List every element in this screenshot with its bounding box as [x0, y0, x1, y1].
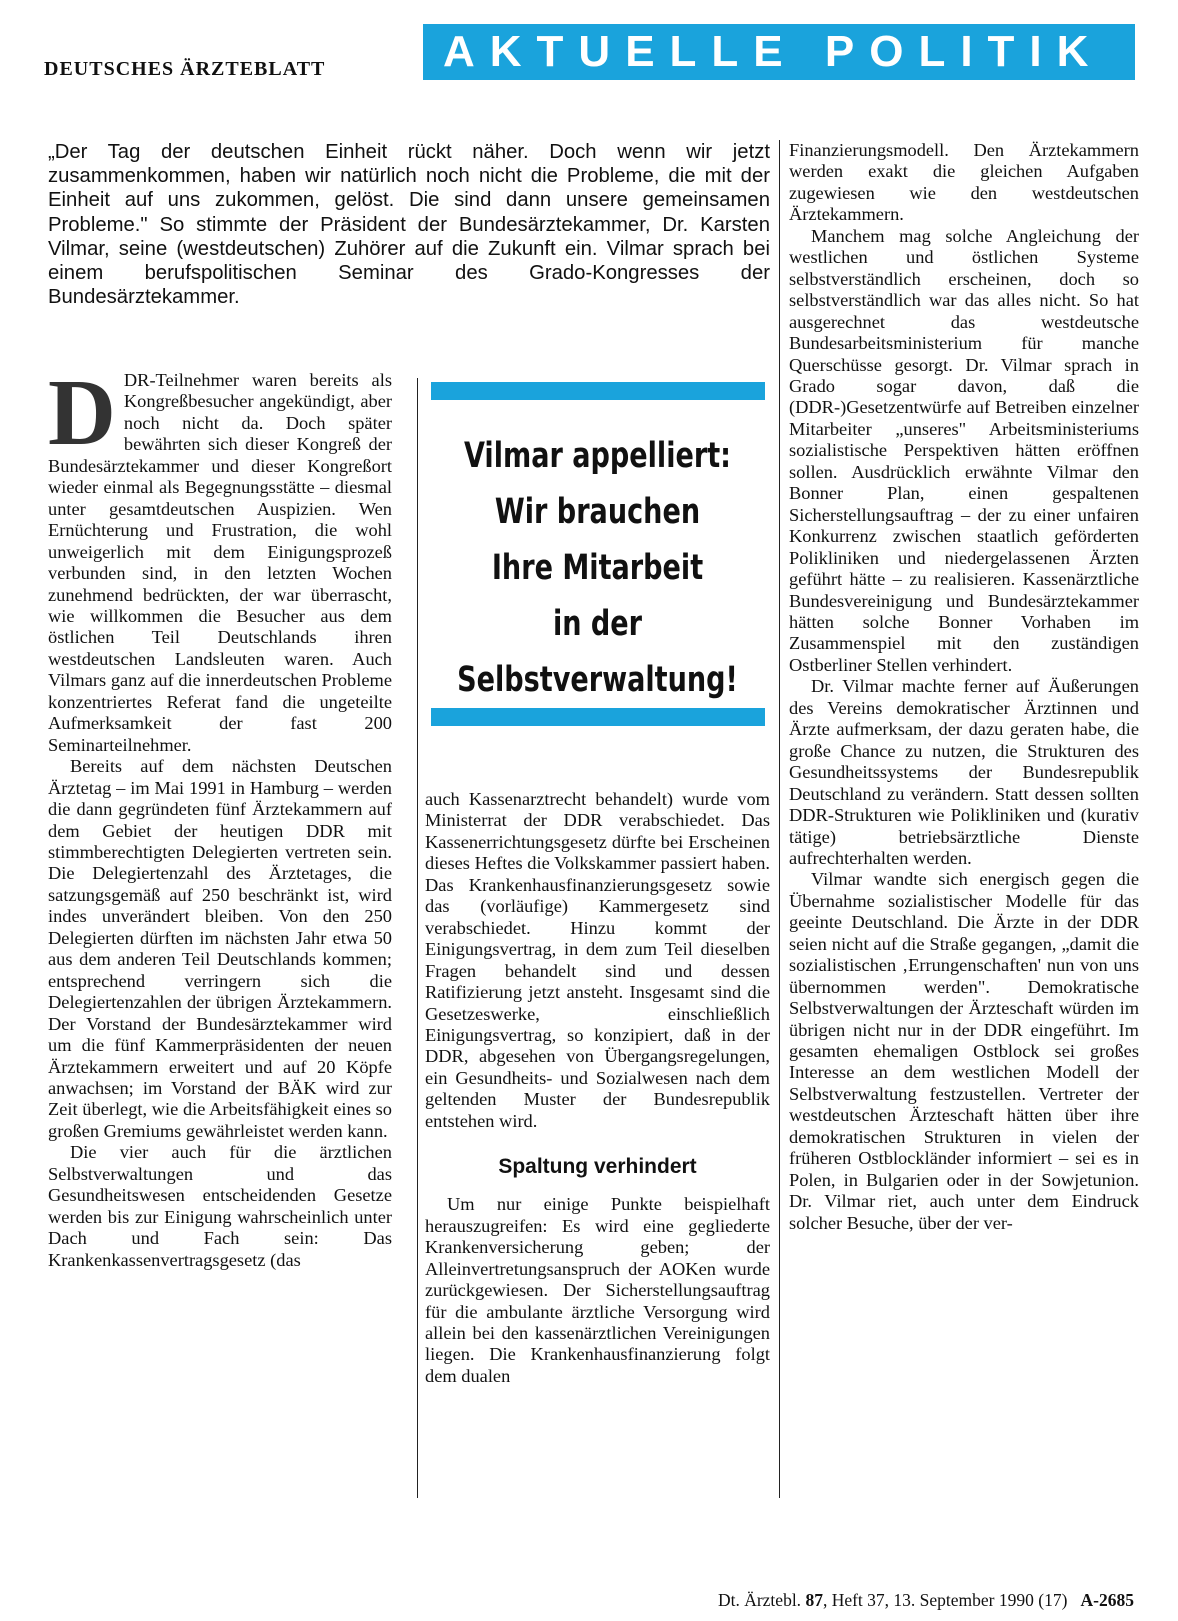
pull-quote-top-bar: [431, 382, 765, 400]
subheading: Spaltung verhindert: [498, 1155, 697, 1179]
paragraph: auch Kassenarztrecht behandelt) wurde vom Ministerrat der DDR verabschiedet. Das Kassenerrichtungsgesetz dürfte bei Erscheinen dieses Heftes die Volkskammer passiert haben. Das Krankenhausfinanzierungsgesetz sowie das (vorläufige) Kammergesetz sind verabschiedet. Hinzu kommt der Einigungsvertrag, in dem zum Teil dieselben Fragen behandelt sind und dessen Ratifizierung jetzt ansteht. Insgesamt sind die Gesetzeswerke, einschließlich Einigungsvertrag, so konzipiert, daß in der DDR, abgesehen von Übergangsregelungen, ein Gesundheits- und Sozialwesen nach dem geltenden Muster der Bundesrepublik entstehen wird.: [425, 789, 770, 1131]
article-column-3: [789, 140, 1139, 1234]
footer-volume: 87: [805, 1590, 823, 1610]
column-rule-1: [417, 378, 418, 1498]
lead-paragraph: „Der Tag der deutschen Einheit rückt näher. Doch wenn wir jetzt zusammenkommen, haben wir natürlich noch nicht die Probleme, die mit der Einheit auf uns zukommen, gelöst. Die sind dann unsere gemeinsamen Probleme." So stimmte der Präsident der Bundesärztekammer, Dr. Karsten Vilmar, seine (westdeutschen) Zuhörer auf die Zukunft ein. Vilmar sprach bei einem berufspolitischen Seminar des Grado-Kongresses der Bundesärztekammer.: [48, 141, 770, 309]
pull-quote-bottom-bar: [431, 708, 765, 726]
column-rule-2: [779, 140, 780, 1498]
headline: Vilmar appelliert: Wir brauchen Ihre Mitarbeit in der Selbstverwaltung!: [457, 436, 738, 700]
section-banner: AKTUELLE POLITIK: [423, 24, 1135, 80]
paragraph: Finanzierungsmodell. Den Ärztekammern werden exakt die gleichen Aufgaben zugewiesen wie den westdeutschen Ärztekammern.: [789, 140, 1139, 225]
footer-journal: Dt. Ärztebl.: [717, 1590, 802, 1610]
paragraph: DR-Teilnehmer waren bereits als Kongreßbesucher angekündigt, aber noch nicht da. Doch später bewährten sich dieser Kongreß der Bundesärztekammer und dieser Kongreßort wieder einmal als Begegnungsstätte – diesmal unter gesamtdeutschen Auspizien. Wen Ernüchterung und Frustration, die wohl unweigerlich mit dem Einigungsprozeß verbunden sind, in den letzten Wochen zunehmend bedrückten, der war überrascht, wie willkommen die Besucher aus dem östlichen Teil Deutschlands ihren westdeutschen Landsleuten waren. Auch Vilmars ganz auf die innerdeutschen Probleme konzentriertes Referat fand die ungeteilte Aufmerksamkeit der fast 200 Seminarteilnehmer.: [48, 370, 392, 755]
article-column-2: [425, 789, 770, 1387]
paragraph: Bereits auf dem nächsten Deutschen Ärztetag – im Mai 1991 in Hamburg – werden die dann gegründeten fünf Ärztekammern auf dem Gebiet der heutigen DDR mit stimmberechtigten Delegierten vertreten sein. Die Delegiertenzahl des Ärztetages, die satzungsgemäß auf 250 beschränkt ist, wird indes unverändert bleiben. Von den 250 Delegierten dürften im nächsten Jahr etwa 50 aus dem anderen Teil Deutschlands kommen; entsprechend verringern sich die Delegiertenzahlen der übrigen Ärztekammern. Der Vorstand der Bundesärztekammer wird um die fünf Kammerpräsidenten der neuen Ärztekammern erweitert und auf 20 Köpfe anwachsen; im Vorstand der BÄK wird zur Zeit überlegt, wie die Arbeitsfähigkeit eines so großen Gremiums gewährleistet werden kann.: [48, 756, 392, 1141]
masthead: DEUTSCHES ÄRZTEBLATT: [44, 58, 326, 80]
footer-page-number: A-2685: [1080, 1590, 1134, 1610]
paragraph: Dr. Vilmar machte ferner auf Äußerungen des Vereins demokratischer Ärztinnen und Ärzte aufmerksam, der dazu geraten habe, die große Chance zu nutzen, die Strukturen des Gesundheitssystems der Bundesrepublik Deutschland zu verändern. Statt dessen sollten DDR-Strukturen wie Polikliniken und (kurativ tätige) betriebsärztliche Dienste aufrechterhalten werden.: [789, 676, 1139, 868]
paragraph: Vilmar wandte sich energisch gegen die Übernahme sozialistischer Modelle für das geeinte Deutschland. Die Ärzte in der DDR seien nicht auf die Straße gegangen, „damit die sozialistischen ‚Errungenschaften' nun von uns übernommen werden". Demokratische Selbstverwaltungen der Ärzteschaft würden im übrigen nicht nur in der DDR eingeführt. Im gesamten ehemaligen Ostblock sei großes Interesse an dem westlichen Modell der Selbstverwaltung festzustellen. Vertreter der westdeutschen Ärzteschaft hätten über ihre demokratischen Strukturen in vielen der früheren Ostblockländer informiert – sei es in Polen, in Bulgarien oder in der Sowjetunion. Dr. Vilmar riet, auch unter dem Eindruck solcher Besuche, über der ver-: [789, 869, 1139, 1233]
drop-cap: D: [48, 361, 116, 465]
paragraph: Manchem mag solche Angleichung der westlichen und östlichen Systeme selbstverständlich erscheinen, doch so selbstverständlich war das alles nicht. So hat ausgerechnet das westdeutsche Bundesarbeitsministerium für manche Querschüsse gesorgt. Dr. Vilmar sprach in Grado sogar davon, daß die (DDR-)Gesetzentwürfe auf Betreiben einzelner Mitarbeiter „unseres" Arbeitsministeriums sozialistische Perspektiven hätten eröffnen sollen. Ausdrücklich erwähnte Vilmar den Bonner Plan, einen gespaltenen Sicherstellungsauftrag – der zu einer unfairen Konkurrenz zwischen staatlich geförderten Polikliniken und niedergelassenen Ärzten geführt hätte – zu realisieren. Kassenärztliche Bundesvereinigung und Bundesärztekammer hätten solche Bonner Vorhaben im Zusammenspiel mit den zuständigen Ostberliner Stellen verhindert.: [789, 225, 1139, 675]
paragraph: Um nur einige Punkte beispielhaft herauszugreifen: Es wird eine gegliederte Krankenversicherung geben; der Alleinvertretungsanspruch der AOKen wurde zurückgewiesen. Der Sicherstellungsauftrag für die ambulante ärztliche Versorgung wird allein bei den kassenärztlichen Vereinigungen liegen. Die Krankenhausfinanzierung folgt dem dualen: [425, 1194, 770, 1386]
paragraph: Die vier auch für die ärztlichen Selbstverwaltungen und das Gesundheitswesen entscheidenden Gesetze werden bis zur Einigung wahrscheinlich unter Dach und Fach sein: Das Krankenkassenvertragsgesetz (das: [48, 1142, 392, 1270]
page-footer: [718, 1590, 1134, 1611]
article-column-1: [48, 361, 392, 1271]
pull-quote-box: [425, 378, 770, 758]
footer-issue: , Heft 37, 13. September 1990 (17): [822, 1590, 1068, 1610]
